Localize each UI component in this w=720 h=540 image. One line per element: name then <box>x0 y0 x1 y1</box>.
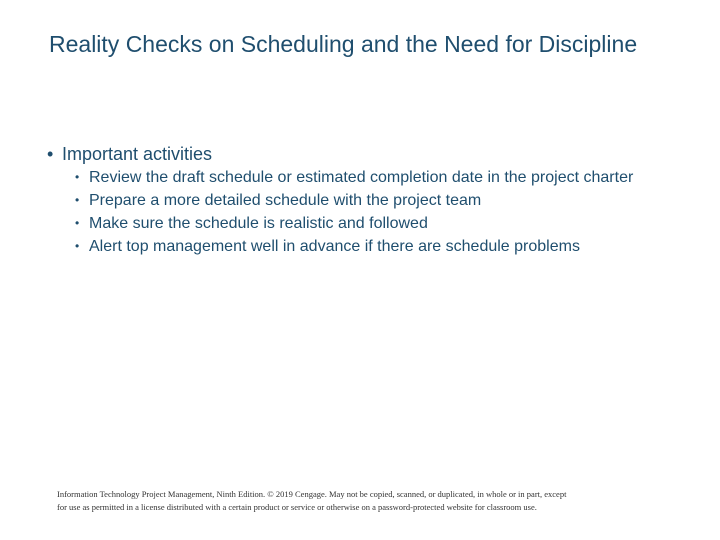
sub-bullet-marker: • <box>75 193 80 207</box>
slide-title: Reality Checks on Scheduling and the Need for Discipline <box>49 31 638 57</box>
bullet-marker: • <box>47 144 54 164</box>
bullet-important-activities <box>47 143 687 165</box>
sub-bullet-list <box>75 168 655 256</box>
sub-bullet-text: Review the draft schedule or estimated completion date in the project charter <box>89 169 634 186</box>
footer-line-1: Information Technology Project Management, Ninth Edition. © 2019 Cengage. May not be copied, scanned, or duplicated, in whole or in part, except <box>57 489 567 499</box>
sub-bullet-marker: • <box>75 170 80 184</box>
sub-bullet-marker: • <box>75 216 80 230</box>
copyright-footer <box>57 488 667 514</box>
sub-bullet-review-draft <box>75 168 655 187</box>
footer-line-2: for use as permitted in a license distributed with a certain product or service or otherwise on a password-protected website for classroom use. <box>57 502 537 512</box>
sub-bullet-text: Prepare a more detailed schedule with the project team <box>89 192 482 209</box>
sub-bullet-realistic-schedule <box>75 214 655 233</box>
sub-bullet-marker: • <box>75 239 80 253</box>
bullet-text: Important activities <box>62 144 213 164</box>
sub-bullet-text: Make sure the schedule is realistic and followed <box>89 215 428 232</box>
slide-content <box>47 143 687 260</box>
sub-bullet-alert-management <box>75 237 655 256</box>
sub-bullet-text: Alert top management well in advance if there are schedule problems <box>89 238 580 255</box>
sub-bullet-prepare-schedule <box>75 191 655 210</box>
